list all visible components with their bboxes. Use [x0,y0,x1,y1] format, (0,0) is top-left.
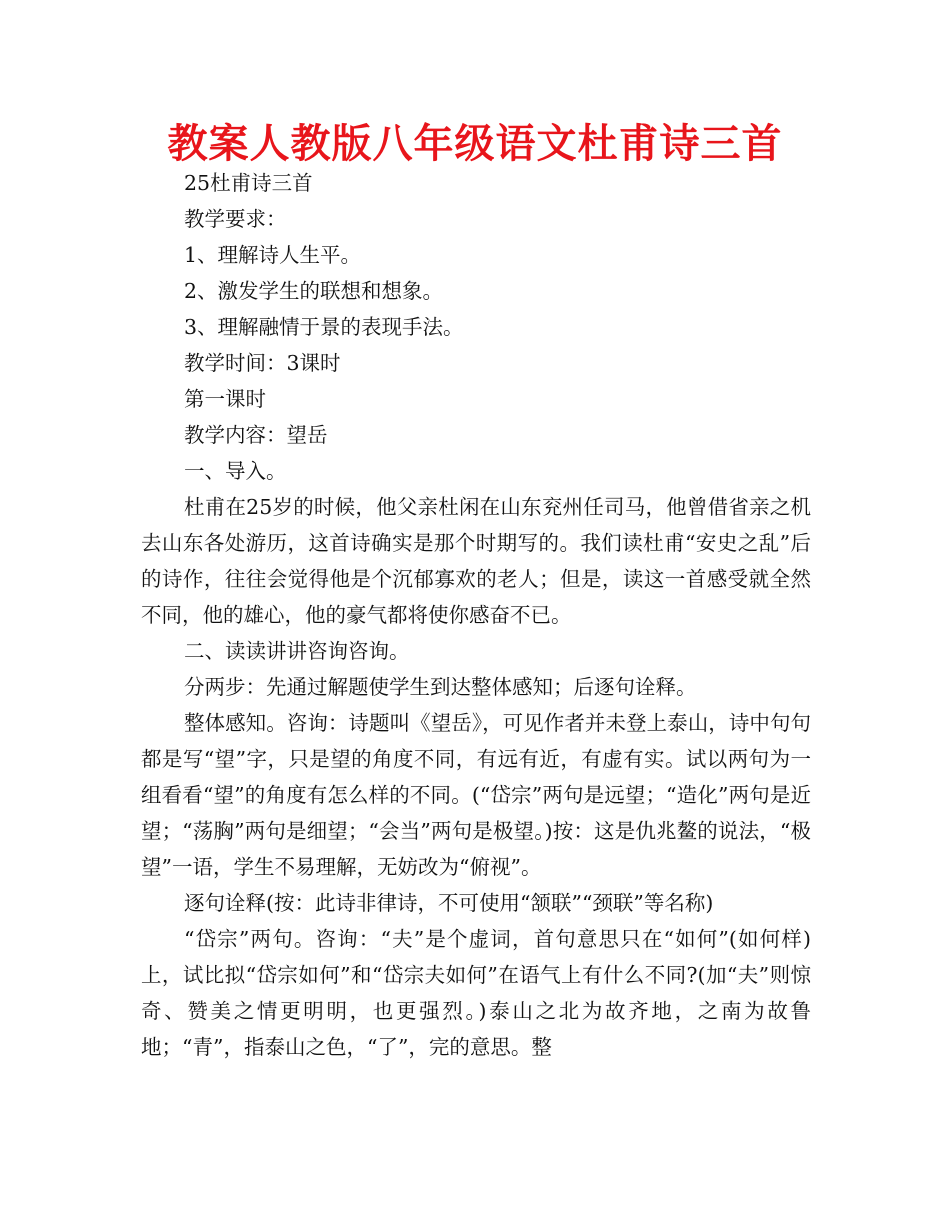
paragraph-overall-perception: 整体感知。咨询：诗题叫《望岳》，可见作者并未登上泰山，诗中句句都是写“望”字，只是望的角度不同，有远有近，有虚有实。试以两句为一组看看“望”的角度有怎么样的不同。(“岱宗”两句是远望；“造化”两句是近望；“荡胸”两句是细望；“会当”两句是极望。)按：这是仇兆鳌的说法，“极望”一语，学生不易理解，无妨改为“俯视”。 [141,711,811,879]
paragraph-intro-text: 杜甫在25岁的时候，他父亲杜闲在山东兖州任司马，他曾借省亲之机去山东各处游历，这首诗确实是那个时期写的。我们读杜甫“安史之乱”后的诗作，往往会觉得他是个沉郁寡欢的老人；但是，读这一首感受就全然不同，他的雄心，他的豪气都将使你感奋不已。 [141,495,811,627]
paragraph-section-read: 二、读读讲讲咨询咨询。 [184,639,410,663]
document-body [141,165,811,1065]
paragraph-teaching-content: 教学内容：望岳 [184,423,328,447]
paragraph-first-lesson: 第一课时 [184,387,266,411]
paragraph-lesson-heading: 25杜甫诗三首 [184,171,313,195]
paragraph-teaching-time: 教学时间：3课时 [184,351,341,375]
paragraph-requirement-3: 3、理解融情于景的表现手法。 [184,315,464,339]
paragraph-section-intro: 一、导入。 [184,459,287,483]
paragraph-requirement-2: 2、激发学生的联想和想象。 [184,279,444,303]
paragraph-daizong-lines: “岱宗”两句。咨询：“夫”是个虚词，首句意思只在“如何”(如何样)上，试比拟“岱宗如何”和“岱宗夫如何”在语气上有什么不同?(加“夫”则惊奇、赞美之情更明明，也更强烈。)泰山之北为故齐地，之南为故鲁地；“青”，指泰山之色，“了”，完的意思。整 [141,927,811,1059]
paragraph-two-steps: 分两步：先通过解题使学生到达整体感知；后逐句诠释。 [184,675,697,699]
paragraph-requirement-1: 1、理解诗人生平。 [184,243,362,267]
paragraph-requirements-label: 教学要求： [184,207,287,231]
document-title: 教案人教版八年级语文杜甫诗三首 [167,121,783,167]
paragraph-line-by-line: 逐句诠释(按：此诗非律诗，不可使用“颔联”“颈联”等名称) [184,891,714,915]
